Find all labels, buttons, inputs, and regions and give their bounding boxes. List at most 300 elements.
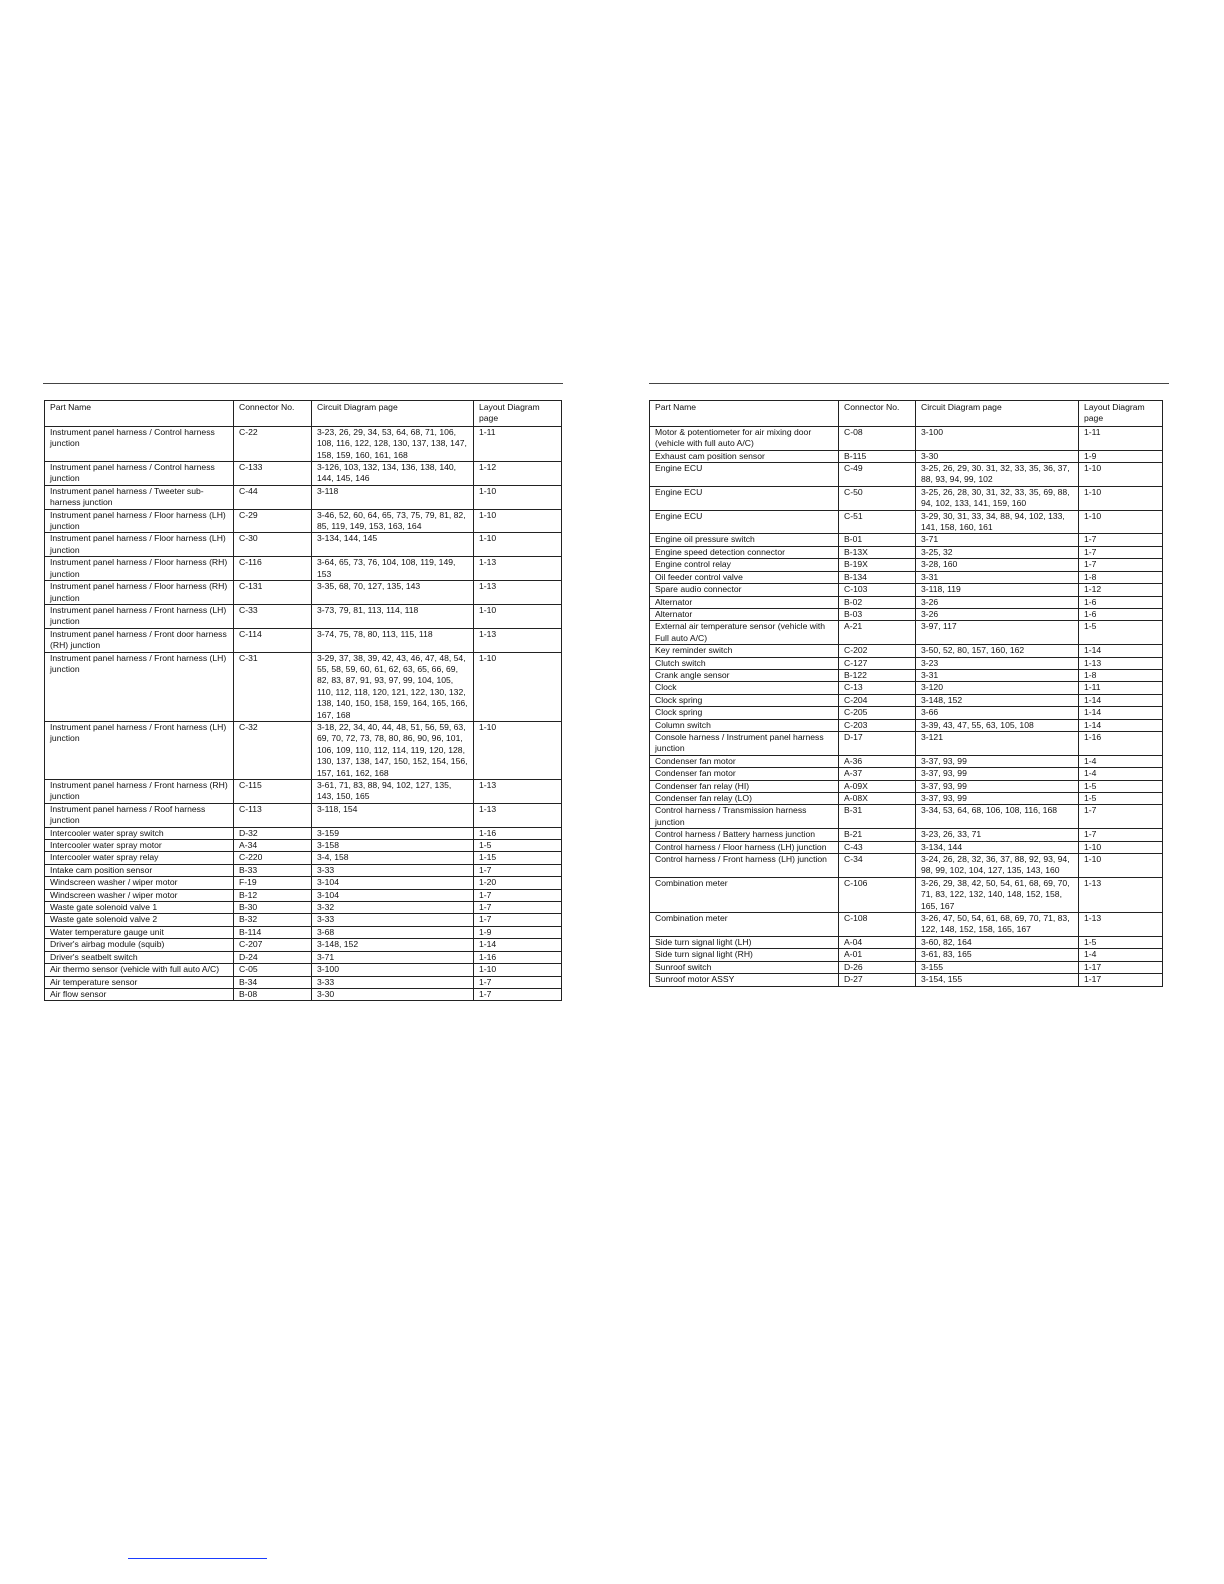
part-name-cell: Motor & potentiometer for air mixing door (vehicle with full auto A/C) <box>650 426 839 450</box>
part-name-cell: Crank angle sensor <box>650 669 839 681</box>
table-row <box>45 462 562 486</box>
circuit-page-cell: 3-35, 68, 70, 127, 135, 143 <box>312 581 474 605</box>
table-row <box>45 652 562 721</box>
table-row <box>650 793 1163 805</box>
circuit-page-cell: 3-37, 93, 99 <box>916 755 1079 767</box>
part-name-cell: Alternator <box>650 608 839 620</box>
table-row <box>650 768 1163 780</box>
connector-cell: B-122 <box>839 669 916 681</box>
table-row <box>650 829 1163 841</box>
table-row <box>650 877 1163 912</box>
layout-page-cell: 1-7 <box>474 976 562 988</box>
table-row <box>45 939 562 951</box>
circuit-page-cell: 3-154, 155 <box>916 974 1079 986</box>
part-name-cell: Windscreen washer / wiper motor <box>45 889 234 901</box>
connector-cell: C-106 <box>839 877 916 912</box>
part-name-cell: Instrument panel harness / Control harness junction <box>45 462 234 486</box>
left-page <box>44 400 562 1001</box>
layout-page-cell: 1-7 <box>1079 805 1163 829</box>
part-name-cell: Intercooler water spray motor <box>45 840 234 852</box>
table-row <box>45 803 562 827</box>
connector-cell: C-116 <box>234 557 312 581</box>
circuit-page-cell: 3-25, 26, 29, 30. 31, 32, 33, 35, 36, 37, 88, 93, 94, 99, 102 <box>916 463 1079 487</box>
connector-cell: D-17 <box>839 731 916 755</box>
layout-page-cell: 1-14 <box>1079 719 1163 731</box>
connector-cell: A-21 <box>839 621 916 645</box>
connector-cell: A-04 <box>839 936 916 948</box>
layout-page-cell: 1-10 <box>1079 510 1163 534</box>
connector-cell: C-203 <box>839 719 916 731</box>
part-name-cell: Instrument panel harness / Tweeter sub-harness junction <box>45 485 234 509</box>
part-name-cell: Water temperature gauge unit <box>45 926 234 938</box>
circuit-page-cell: 3-126, 103, 132, 134, 136, 138, 140, 144, 145, 146 <box>312 462 474 486</box>
connector-cell: A-34 <box>234 840 312 852</box>
table-row <box>650 719 1163 731</box>
layout-page-cell: 1-14 <box>474 939 562 951</box>
part-name-cell: Driver's seatbelt switch <box>45 951 234 963</box>
connector-cell: B-21 <box>839 829 916 841</box>
part-name-cell: Condenser fan motor <box>650 755 839 767</box>
connector-cell: C-207 <box>234 939 312 951</box>
layout-page-cell: 1-17 <box>1079 961 1163 973</box>
circuit-page-cell: 3-32 <box>312 902 474 914</box>
part-name-cell: Clutch switch <box>650 657 839 669</box>
layout-page-cell: 1-5 <box>1079 780 1163 792</box>
circuit-page-cell: 3-33 <box>312 914 474 926</box>
table-row <box>45 721 562 779</box>
circuit-page-cell: 3-26, 29, 38, 42, 50, 54, 61, 68, 69, 70, 71, 83, 122, 132, 140, 148, 152, 158, 165, 167 <box>916 877 1079 912</box>
table-row <box>45 827 562 839</box>
table-row <box>650 936 1163 948</box>
connector-cell: A-09X <box>839 780 916 792</box>
layout-page-cell: 1-5 <box>474 840 562 852</box>
layout-page-cell: 1-13 <box>474 780 562 804</box>
left-parts-table <box>44 400 562 1001</box>
part-name-cell: Side turn signal light (LH) <box>650 936 839 948</box>
table-row <box>45 426 562 461</box>
part-name-cell: Intake cam position sensor <box>45 864 234 876</box>
part-name-cell: Exhaust cam position sensor <box>650 450 839 462</box>
right-table-body <box>650 426 1163 986</box>
part-name-cell: Combination meter <box>650 913 839 937</box>
part-name-header: Part Name <box>650 401 839 427</box>
connector-cell: C-50 <box>839 486 916 510</box>
part-name-cell: Instrument panel harness / Roof harness junction <box>45 803 234 827</box>
layout-page-cell: 1-17 <box>1079 974 1163 986</box>
layout-page-cell: 1-9 <box>474 926 562 938</box>
part-name-cell: Column switch <box>650 719 839 731</box>
layout-page-cell: 1-6 <box>1079 596 1163 608</box>
table-row <box>650 854 1163 878</box>
table-row <box>45 557 562 581</box>
layout-page-cell: 1-7 <box>474 914 562 926</box>
table-row <box>650 463 1163 487</box>
layout-page-cell: 1-13 <box>474 581 562 605</box>
left-table-body <box>45 426 562 1001</box>
connector-cell: C-113 <box>234 803 312 827</box>
connector-cell: F-19 <box>234 877 312 889</box>
layout-page-cell: 1-10 <box>474 604 562 628</box>
layout-page-cell: 1-20 <box>474 877 562 889</box>
layout-page-cell: 1-13 <box>1079 877 1163 912</box>
layout-page-cell: 1-10 <box>1079 841 1163 853</box>
connector-cell: C-127 <box>839 657 916 669</box>
connector-cell: A-08X <box>839 793 916 805</box>
layout-page-cell: 1-14 <box>1079 707 1163 719</box>
part-name-cell: Side turn signal light (RH) <box>650 949 839 961</box>
circuit-page-cell: 3-121 <box>916 731 1079 755</box>
table-row <box>650 596 1163 608</box>
part-name-cell: Air flow sensor <box>45 988 234 1000</box>
layout-page-cell: 1-14 <box>1079 694 1163 706</box>
circuit-page-cell: 3-24, 26, 28, 32, 36, 37, 88, 92, 93, 94, 98, 99, 102, 104, 127, 135, 143, 160 <box>916 854 1079 878</box>
connector-cell: C-43 <box>839 841 916 853</box>
circuit-page-cell: 3-159 <box>312 827 474 839</box>
circuit-page-cell: 3-60, 82, 164 <box>916 936 1079 948</box>
table-row <box>45 976 562 988</box>
layout-page-cell: 1-10 <box>474 652 562 721</box>
part-name-cell: Instrument panel harness / Control harness junction <box>45 426 234 461</box>
connector-cell: B-114 <box>234 926 312 938</box>
circuit-page-cell: 3-18, 22, 34, 40, 44, 48, 51, 56, 59, 63, 69, 70, 72, 73, 78, 80, 86, 90, 96, 101, 106, 109, 110, 112, 114, 119, 120, 128, 130, 137, 138, 147, 150, 152, 154, 156, 157, 161, 162, 168 <box>312 721 474 779</box>
circuit-page-cell: 3-25, 32 <box>916 546 1079 558</box>
table-row <box>650 669 1163 681</box>
part-name-cell: Instrument panel harness / Floor harness (RH) junction <box>45 581 234 605</box>
layout-page-cell: 1-11 <box>1079 426 1163 450</box>
table-row <box>45 780 562 804</box>
circuit-page-cell: 3-104 <box>312 889 474 901</box>
part-name-cell: Engine ECU <box>650 486 839 510</box>
circuit-page-cell: 3-33 <box>312 976 474 988</box>
layout-page-cell: 1-10 <box>474 721 562 779</box>
layout-page-cell: 1-15 <box>474 852 562 864</box>
connector-header: Connector No. <box>839 401 916 427</box>
table-row <box>45 864 562 876</box>
connector-cell: C-131 <box>234 581 312 605</box>
connector-cell: C-33 <box>234 604 312 628</box>
table-row <box>650 510 1163 534</box>
layout-page-cell: 1-13 <box>474 628 562 652</box>
circuit-page-cell: 3-37, 93, 99 <box>916 768 1079 780</box>
circuit-header: Circuit Diagram page <box>312 401 474 427</box>
layout-page-cell: 1-14 <box>1079 645 1163 657</box>
layout-page-cell: 1-11 <box>474 426 562 461</box>
part-name-cell: Control harness / Transmission harness junction <box>650 805 839 829</box>
connector-cell: D-27 <box>839 974 916 986</box>
table-row <box>45 988 562 1000</box>
layout-page-cell: 1-8 <box>1079 669 1163 681</box>
part-name-cell: Waste gate solenoid valve 2 <box>45 914 234 926</box>
part-name-cell: Instrument panel harness / Front door harness (RH) junction <box>45 628 234 652</box>
layout-page-cell: 1-10 <box>474 533 562 557</box>
connector-cell: C-22 <box>234 426 312 461</box>
connector-cell: B-34 <box>234 976 312 988</box>
part-name-cell: Driver's airbag module (squib) <box>45 939 234 951</box>
table-row <box>650 546 1163 558</box>
layout-page-cell: 1-13 <box>1079 913 1163 937</box>
part-name-cell: Alternator <box>650 596 839 608</box>
layout-page-cell: 1-7 <box>1079 534 1163 546</box>
table-row <box>45 628 562 652</box>
part-name-cell: Combination meter <box>650 877 839 912</box>
layout-page-cell: 1-6 <box>1079 608 1163 620</box>
layout-page-cell: 1-13 <box>474 803 562 827</box>
part-name-cell: Intercooler water spray switch <box>45 827 234 839</box>
right-page <box>649 400 1163 987</box>
layout-page-cell: 1-10 <box>1079 854 1163 878</box>
circuit-page-cell: 3-68 <box>312 926 474 938</box>
part-name-cell: Sunroof motor ASSY <box>650 974 839 986</box>
circuit-page-cell: 3-39, 43, 47, 55, 63, 105, 108 <box>916 719 1079 731</box>
header-row <box>45 401 562 427</box>
table-row <box>650 805 1163 829</box>
circuit-page-cell: 3-37, 93, 99 <box>916 793 1079 805</box>
table-row <box>650 559 1163 571</box>
table-row <box>650 949 1163 961</box>
layout-page-cell: 1-10 <box>1079 486 1163 510</box>
layout-page-cell: 1-7 <box>474 889 562 901</box>
layout-page-cell: 1-10 <box>1079 463 1163 487</box>
part-name-cell: Control harness / Front harness (LH) junction <box>650 854 839 878</box>
connector-cell: B-31 <box>839 805 916 829</box>
table-row <box>650 657 1163 669</box>
connector-cell: C-202 <box>839 645 916 657</box>
part-name-cell: Engine speed detection connector <box>650 546 839 558</box>
connector-cell: C-103 <box>839 584 916 596</box>
layout-page-cell: 1-4 <box>1079 768 1163 780</box>
table-row <box>650 571 1163 583</box>
table-row <box>45 533 562 557</box>
circuit-page-cell: 3-46, 52, 60, 64, 65, 73, 75, 79, 81, 82, 85, 119, 149, 153, 163, 164 <box>312 509 474 533</box>
layout-page-cell: 1-4 <box>1079 949 1163 961</box>
right-page-top-rule <box>649 383 1169 384</box>
circuit-page-cell: 3-4, 158 <box>312 852 474 864</box>
layout-page-cell: 1-11 <box>1079 682 1163 694</box>
connector-cell: B-33 <box>234 864 312 876</box>
connector-cell: A-37 <box>839 768 916 780</box>
part-name-cell: Sunroof switch <box>650 961 839 973</box>
circuit-page-cell: 3-23 <box>916 657 1079 669</box>
connector-cell: A-36 <box>839 755 916 767</box>
circuit-page-cell: 3-31 <box>916 571 1079 583</box>
connector-cell: C-29 <box>234 509 312 533</box>
part-name-cell: Engine ECU <box>650 510 839 534</box>
table-row <box>650 682 1163 694</box>
layout-page-cell: 1-7 <box>474 988 562 1000</box>
part-name-cell: Control harness / Floor harness (LH) junction <box>650 841 839 853</box>
part-name-cell: Instrument panel harness / Floor harness (LH) junction <box>45 533 234 557</box>
table-row <box>650 707 1163 719</box>
table-row <box>650 450 1163 462</box>
circuit-page-cell: 3-61, 83, 165 <box>916 949 1079 961</box>
circuit-page-cell: 3-118 <box>312 485 474 509</box>
table-row <box>650 961 1163 973</box>
table-row <box>650 486 1163 510</box>
connector-header: Connector No. <box>234 401 312 427</box>
connector-cell: B-30 <box>234 902 312 914</box>
connector-cell: C-30 <box>234 533 312 557</box>
circuit-page-cell: 3-23, 26, 29, 34, 53, 64, 68, 71, 106, 108, 116, 122, 128, 130, 137, 138, 147, 158, 159, 160, 161, 168 <box>312 426 474 461</box>
circuit-page-cell: 3-71 <box>312 951 474 963</box>
table-row <box>45 485 562 509</box>
part-name-cell: Instrument panel harness / Front harness (RH) junction <box>45 780 234 804</box>
layout-page-cell: 1-16 <box>1079 731 1163 755</box>
circuit-page-cell: 3-100 <box>312 964 474 976</box>
connector-cell: C-08 <box>839 426 916 450</box>
table-row <box>45 840 562 852</box>
layout-page-cell: 1-7 <box>1079 559 1163 571</box>
connector-cell: C-205 <box>839 707 916 719</box>
circuit-page-cell: 3-64, 65, 73, 76, 104, 108, 119, 149, 153 <box>312 557 474 581</box>
table-row <box>45 951 562 963</box>
connector-cell: C-32 <box>234 721 312 779</box>
layout-page-cell: 1-12 <box>474 462 562 486</box>
connector-cell: B-19X <box>839 559 916 571</box>
connector-cell: C-114 <box>234 628 312 652</box>
table-row <box>45 889 562 901</box>
connector-cell: D-26 <box>839 961 916 973</box>
connector-cell: D-32 <box>234 827 312 839</box>
connector-cell: B-12 <box>234 889 312 901</box>
circuit-page-cell: 3-148, 152 <box>916 694 1079 706</box>
layout-page-cell: 1-13 <box>1079 657 1163 669</box>
connector-cell: B-134 <box>839 571 916 583</box>
layout-page-cell: 1-7 <box>1079 546 1163 558</box>
connector-cell: C-115 <box>234 780 312 804</box>
table-row <box>45 926 562 938</box>
circuit-header: Circuit Diagram page <box>916 401 1079 427</box>
connector-cell: C-133 <box>234 462 312 486</box>
circuit-page-cell: 3-104 <box>312 877 474 889</box>
layout-page-cell: 1-5 <box>1079 936 1163 948</box>
layout-page-cell: 1-7 <box>474 864 562 876</box>
part-name-cell: Instrument panel harness / Front harness (LH) junction <box>45 652 234 721</box>
connector-cell: B-02 <box>839 596 916 608</box>
connector-cell: B-03 <box>839 608 916 620</box>
connector-cell: C-05 <box>234 964 312 976</box>
circuit-page-cell: 3-30 <box>916 450 1079 462</box>
circuit-page-cell: 3-26 <box>916 608 1079 620</box>
connector-cell: C-204 <box>839 694 916 706</box>
connector-cell: B-115 <box>839 450 916 462</box>
connector-cell: C-108 <box>839 913 916 937</box>
part-name-cell: Waste gate solenoid valve 1 <box>45 902 234 914</box>
part-name-cell: Clock spring <box>650 707 839 719</box>
part-name-cell: Spare audio connector <box>650 584 839 596</box>
layout-page-cell: 1-13 <box>474 557 562 581</box>
table-row <box>650 645 1163 657</box>
circuit-page-cell: 3-66 <box>916 707 1079 719</box>
circuit-page-cell: 3-50, 52, 80, 157, 160, 162 <box>916 645 1079 657</box>
part-name-cell: Air thermo sensor (vehicle with full auto A/C) <box>45 964 234 976</box>
circuit-page-cell: 3-61, 71, 83, 88, 94, 102, 127, 135, 143, 150, 165 <box>312 780 474 804</box>
layout-page-cell: 1-7 <box>474 902 562 914</box>
circuit-page-cell: 3-120 <box>916 682 1079 694</box>
table-row <box>45 877 562 889</box>
circuit-page-cell: 3-34, 53, 64, 68, 106, 108, 116, 168 <box>916 805 1079 829</box>
circuit-page-cell: 3-29, 30, 31, 33, 34, 88, 94, 102, 133, 141, 158, 160, 161 <box>916 510 1079 534</box>
table-row <box>650 780 1163 792</box>
table-row <box>650 731 1163 755</box>
table-row <box>650 608 1163 620</box>
part-name-cell: Engine oil pressure switch <box>650 534 839 546</box>
table-row <box>45 509 562 533</box>
circuit-page-cell: 3-29, 37, 38, 39, 42, 43, 46, 47, 48, 54, 55, 58, 59, 60, 61, 62, 63, 65, 66, 69, 82, 83, 87, 91, 93, 97, 99, 104, 105, 110, 112, 118, 120, 121, 122, 130, 132, 138, 140, 150, 158, 159, 164, 165, 166, 167, 168 <box>312 652 474 721</box>
connector-cell: C-51 <box>839 510 916 534</box>
circuit-page-cell: 3-155 <box>916 961 1079 973</box>
part-name-header: Part Name <box>45 401 234 427</box>
layout-page-cell: 1-8 <box>1079 571 1163 583</box>
connector-cell: A-01 <box>839 949 916 961</box>
connector-cell: C-13 <box>839 682 916 694</box>
layout-page-cell: 1-10 <box>474 509 562 533</box>
circuit-page-cell: 3-158 <box>312 840 474 852</box>
connector-cell: C-220 <box>234 852 312 864</box>
part-name-cell: Clock <box>650 682 839 694</box>
connector-cell: B-13X <box>839 546 916 558</box>
part-name-cell: Air temperature sensor <box>45 976 234 988</box>
part-name-cell: Engine control relay <box>650 559 839 571</box>
layout-page-cell: 1-12 <box>1079 584 1163 596</box>
circuit-page-cell: 3-74, 75, 78, 80, 113, 115, 118 <box>312 628 474 652</box>
layout-page-cell: 1-5 <box>1079 621 1163 645</box>
connector-cell: C-44 <box>234 485 312 509</box>
connector-cell: B-01 <box>839 534 916 546</box>
part-name-cell: Instrument panel harness / Front harness (LH) junction <box>45 604 234 628</box>
part-name-cell: Condenser fan motor <box>650 768 839 780</box>
connector-cell: C-34 <box>839 854 916 878</box>
table-row <box>45 902 562 914</box>
footer-link-line[interactable] <box>128 1558 267 1559</box>
header-row <box>650 401 1163 427</box>
circuit-page-cell: 3-100 <box>916 426 1079 450</box>
right-parts-table <box>649 400 1163 987</box>
circuit-page-cell: 3-118, 119 <box>916 584 1079 596</box>
table-row <box>45 964 562 976</box>
part-name-cell: Clock spring <box>650 694 839 706</box>
table-row <box>650 584 1163 596</box>
layout-page-cell: 1-16 <box>474 827 562 839</box>
part-name-cell: Control harness / Battery harness junction <box>650 829 839 841</box>
circuit-page-cell: 3-37, 93, 99 <box>916 780 1079 792</box>
table-row <box>650 755 1163 767</box>
circuit-page-cell: 3-28, 160 <box>916 559 1079 571</box>
circuit-page-cell: 3-71 <box>916 534 1079 546</box>
layout-page-cell: 1-4 <box>1079 755 1163 767</box>
circuit-page-cell: 3-148, 152 <box>312 939 474 951</box>
table-row <box>650 621 1163 645</box>
table-row <box>650 694 1163 706</box>
circuit-page-cell: 3-73, 79, 81, 113, 114, 118 <box>312 604 474 628</box>
connector-cell: C-31 <box>234 652 312 721</box>
part-name-cell: External air temperature sensor (vehicle with Full auto A/C) <box>650 621 839 645</box>
circuit-page-cell: 3-134, 144, 145 <box>312 533 474 557</box>
table-row <box>650 426 1163 450</box>
table-row <box>650 913 1163 937</box>
circuit-page-cell: 3-25, 26, 28, 30, 31, 32, 33, 35, 69, 88, 94, 102, 133, 141, 159, 160 <box>916 486 1079 510</box>
table-row <box>650 841 1163 853</box>
part-name-cell: Intercooler water spray relay <box>45 852 234 864</box>
circuit-page-cell: 3-26, 47, 50, 54, 61, 68, 69, 70, 71, 83, 122, 148, 152, 158, 165, 167 <box>916 913 1079 937</box>
layout-page-cell: 1-16 <box>474 951 562 963</box>
connector-cell: B-08 <box>234 988 312 1000</box>
connector-cell: B-32 <box>234 914 312 926</box>
layout-page-cell: 1-9 <box>1079 450 1163 462</box>
layout-header: Layout Diagram page <box>474 401 562 427</box>
part-name-cell: Windscreen washer / wiper motor <box>45 877 234 889</box>
circuit-page-cell: 3-33 <box>312 864 474 876</box>
table-row <box>45 914 562 926</box>
